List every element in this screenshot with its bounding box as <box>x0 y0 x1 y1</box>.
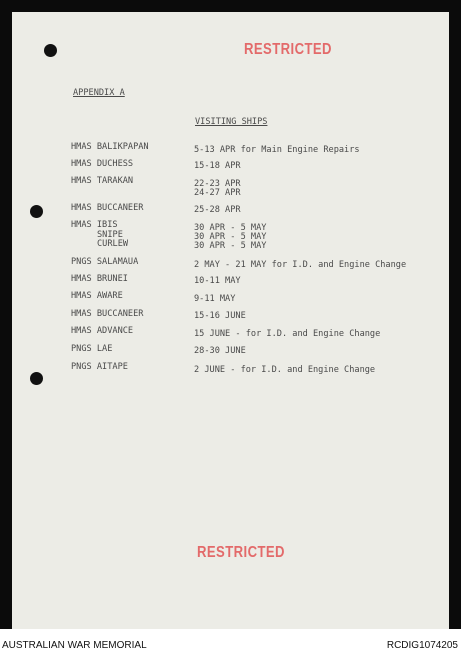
visit-dates: 15 JUNE - for I.D. and Engine Change <box>194 329 381 339</box>
visit-dates: 22-23 APR <box>194 179 241 189</box>
ship-name: HMAS ADVANCE <box>71 326 134 336</box>
ship-name: HMAS DUCHESS <box>71 159 134 169</box>
ship-name: HMAS BUCCANEER <box>71 309 144 319</box>
visit-dates: 2 JUNE - for I.D. and Engine Change <box>194 365 376 375</box>
visit-dates: 24-27 APR <box>194 188 241 198</box>
visit-dates: 2 MAY - 21 MAY for I.D. and Engine Change <box>194 260 407 270</box>
visit-dates: 15-18 APR <box>194 161 241 171</box>
ship-name: PNGS AITAPE <box>71 362 128 372</box>
archive-source: AUSTRALIAN WAR MEMORIAL <box>2 640 147 651</box>
visit-dates: 25-28 APR <box>194 205 241 215</box>
ship-name: HMAS BALIKPAPAN <box>71 142 149 152</box>
visit-dates: 9-11 MAY <box>194 294 236 304</box>
ship-name: PNGS SALAMAUA <box>71 257 139 267</box>
visit-dates: 30 APR - 5 MAY <box>194 241 267 251</box>
page-heading: VISITING SHIPS <box>195 117 268 127</box>
visit-dates: 28-30 JUNE <box>194 346 246 356</box>
restricted-stamp-bottom: RESTRICTED <box>197 544 285 561</box>
ship-name: HMAS TARAKAN <box>71 176 134 186</box>
visit-dates: 5-13 APR for Main Engine Repairs <box>194 145 360 155</box>
ship-name: HMAS BRUNEI <box>71 274 128 284</box>
restricted-stamp-top: RESTRICTED <box>244 41 332 58</box>
archive-reference: RCDIG1074205 <box>386 640 458 651</box>
visit-dates: 15-16 JUNE <box>194 311 246 321</box>
punch-hole-middle <box>30 205 43 218</box>
archive-footer <box>0 629 461 653</box>
ship-name: SNIPE <box>97 230 123 240</box>
visit-dates: 30 APR - 5 MAY <box>194 223 267 233</box>
ship-name: HMAS BUCCANEER <box>71 203 144 213</box>
punch-hole-bottom <box>30 372 43 385</box>
appendix-label: APPENDIX A <box>73 88 125 98</box>
ship-name: CURLEW <box>97 239 129 249</box>
document-page <box>12 12 449 629</box>
visit-dates: 30 APR - 5 MAY <box>194 232 267 242</box>
ship-name: PNGS LAE <box>71 344 113 354</box>
ship-name: HMAS IBIS <box>71 220 118 230</box>
ship-name: HMAS AWARE <box>71 291 123 301</box>
visit-dates: 10-11 MAY <box>194 276 241 286</box>
punch-hole-top <box>44 44 57 57</box>
